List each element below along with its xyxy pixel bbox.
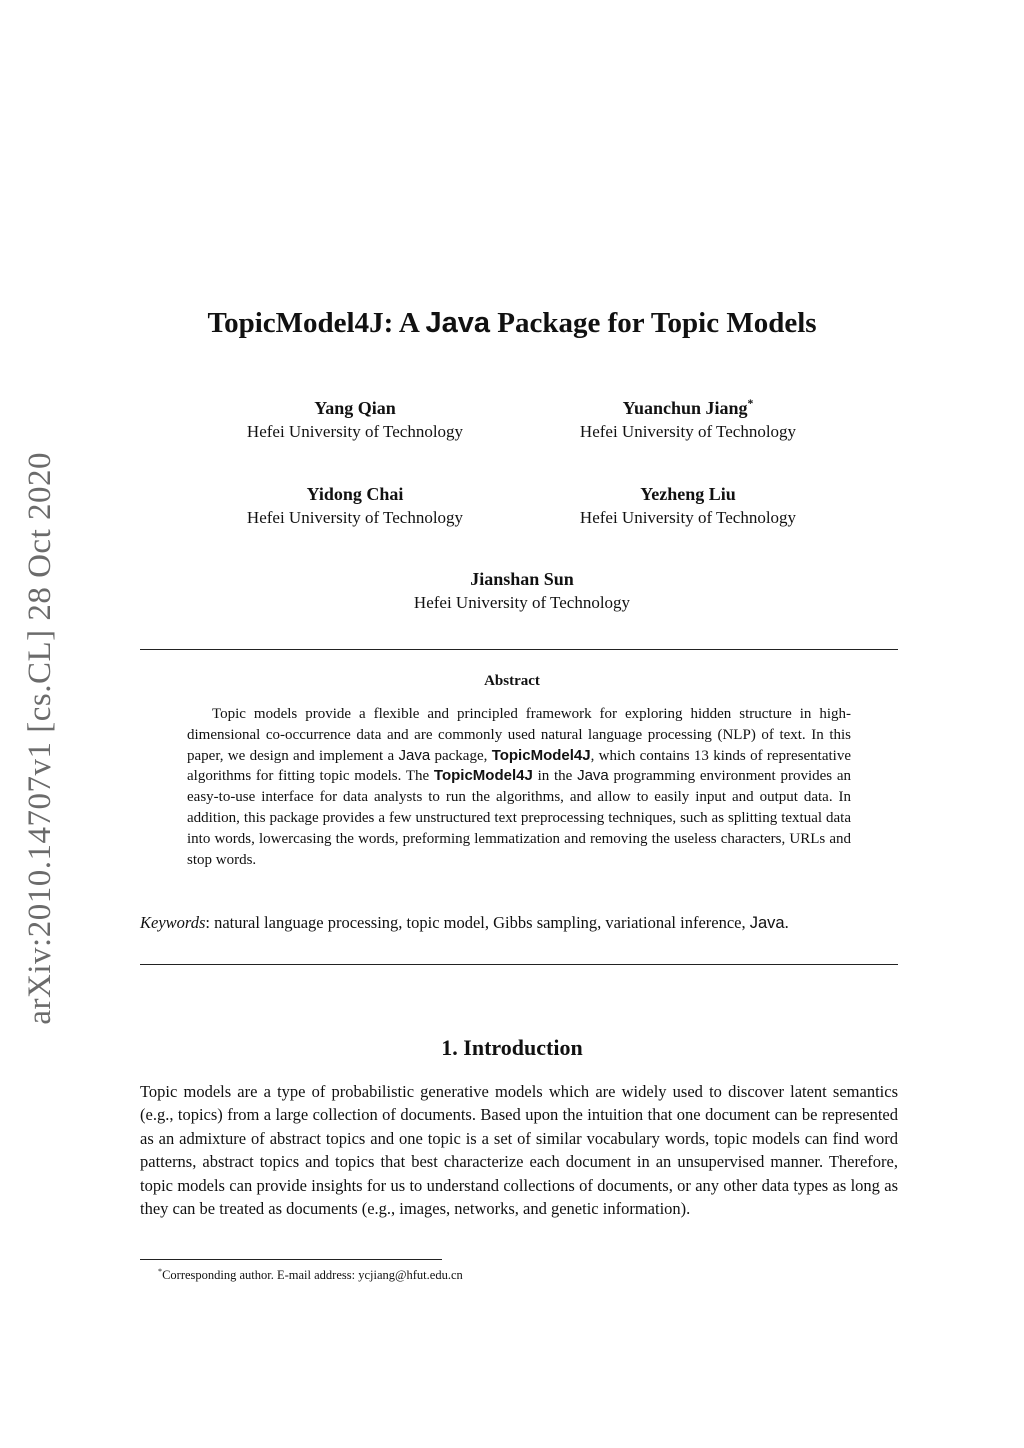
footnote-marker: *: [158, 1267, 163, 1276]
footnote-rule: [140, 1259, 442, 1260]
author-name: Yuanchun Jiang*: [622, 397, 754, 418]
author-name: Yidong Chai: [306, 484, 404, 504]
arxiv-identifier: arXiv:2010.14707v1 [cs.CL] 28 Oct 2020: [22, 452, 58, 1025]
section-heading: 1. Introduction: [441, 1035, 583, 1060]
title-part-1: TopicModel4J: A: [207, 307, 426, 339]
footnote: [158, 1264, 463, 1283]
java-code-word: Java: [577, 767, 609, 785]
author-block: [518, 392, 858, 444]
author-affiliation: Hefei University of Technology: [579, 422, 797, 441]
keywords-label: Keywords: [140, 913, 206, 932]
package-name: TopicModel4J: [491, 746, 591, 764]
author-name: Jianshan Sun: [470, 569, 574, 589]
abstract-heading: Abstract: [484, 673, 540, 689]
keywords: Keywords: natural language processing, topic model, Gibbs sampling, variational inference, Java.: [140, 913, 789, 932]
paper-title: [0, 307, 1024, 340]
footnote-text: Corresponding author. E-mail address: ycjiang@hfut.edu.cn: [162, 1268, 463, 1283]
introduction-paragraph: Topic models are a type of probabilistic generative models which are widely used to discover latent semantics (e.g., topics) from a large collection of documents. Based upon the intuition that one document can be represented as an admixture of abstract topics and one topic is a set of similar vocabulary words, topic models can find word patterns, abstract topics and topics that best characterize each document in an unsupervised manner. Therefore, topic models can provide insights for us to understand collections of documents, or any other data types as long as they can be treated as documents (e.g., images, networks, and genetic information).: [140, 1082, 898, 1219]
author-name: Yezheng Liu: [640, 484, 736, 504]
author-block: [352, 563, 692, 615]
abstract-text: Topic models provide a flexible and principled framework for exploring hidden structure in high-dimensional co-occurrence data and are commonly used natural language processing (NLP) of text. In this paper, we design and implement a Java package, TopicModel4J, which contains 13 kinds of representative algorithms for fitting topic models. The TopicModel4J in the Java programming environment provides an easy-to-use interface for data analysts to run the algorithms, and allow to easily input and output data. In addition, this package provides a few unstructured text preprocessing techniques, such as splitting textual data into words, lowercasing the words, preforming lemmatization and removing the useless characters, URLs and stop words.: [187, 706, 852, 868]
title-part-2: Package for Topic Models: [490, 307, 817, 339]
author-affiliation: Hefei University of Technology: [579, 508, 797, 527]
package-name: TopicModel4J: [433, 767, 533, 785]
author-block: [185, 392, 525, 444]
abstract-top-rule: [140, 649, 898, 650]
author-affiliation: Hefei University of Technology: [246, 422, 464, 441]
author-name: Yang Qian: [314, 398, 396, 418]
corresponding-author-marker: *: [747, 397, 754, 410]
author-block: [518, 478, 858, 530]
abstract-bottom-rule: [140, 964, 898, 965]
author-affiliation: Hefei University of Technology: [413, 593, 631, 612]
java-code-word: Java: [398, 746, 431, 764]
title-java-word: Java: [425, 307, 491, 339]
author-block: [185, 478, 525, 530]
author-affiliation: Hefei University of Technology: [246, 508, 464, 527]
